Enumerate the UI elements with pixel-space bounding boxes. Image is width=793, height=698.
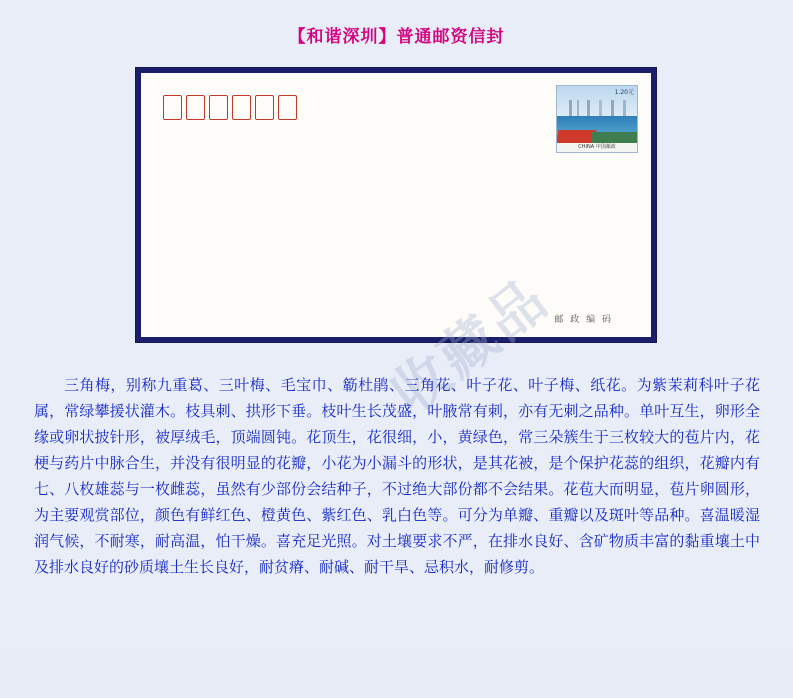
watermark: 收藏品: [379, 265, 562, 428]
zip-box: [163, 95, 182, 120]
zip-box: [278, 95, 297, 120]
postage-stamp-icon: [556, 85, 638, 153]
zip-box: [209, 95, 228, 120]
postcode-label: 邮 政 编 码: [554, 315, 613, 325]
stamp-value: 1.20元: [614, 89, 634, 96]
article-text: 三角梅，别称九重葛、三叶梅、毛宝巾、簕杜鹃、三角花、叶子花、叶子梅、纸花。为紫茉莉科叶子花属，常绿攀援状灌木。枝具刺、拱形下垂。枝叶生长茂盛，叶腋常有刺，亦有无刺之品种。单叶互生，卵形全缘或卵状披针形，被厚绒毛，顶端圆钝。花顶生，花很细，小，黄绿色，常三朵簇生于三枚较大的苞片内，花梗与药片中脉合生，并没有很明显的花瓣，小花为小漏斗的形状，是其花被，是个保护花蕊的组织，花瓣内有七、八枚雄蕊与一枚雌蕊，虽然有少部份会结种子，不过绝大部份都不会结果。花苞大而明显，苞片卵圆形，为主要观赏部位，颜色有鲜红色、橙黄色、紫红色、乳白色等。可分为单瓣、重瓣以及斑叶等品种。喜温暖湿润气候，不耐寒，耐高温，怕干燥。喜充足光照。对土壤要求不严，在排水良好、含矿物质丰富的黏重壤土中及排水良好的砂质壤土生长良好，耐贫瘠、耐碱、耐干旱、忌积水，耐修剪。: [34, 376, 760, 576]
page-title: 【和谐深圳】普通邮资信封: [288, 27, 505, 47]
envelope-face: [141, 73, 651, 337]
envelope-image: [136, 68, 656, 342]
zip-code-boxes: [163, 95, 297, 120]
stamp-country-label: CHINA 中国邮政: [557, 143, 637, 152]
zip-box: [186, 95, 205, 120]
zip-box: [255, 95, 274, 120]
zip-box: [232, 95, 251, 120]
